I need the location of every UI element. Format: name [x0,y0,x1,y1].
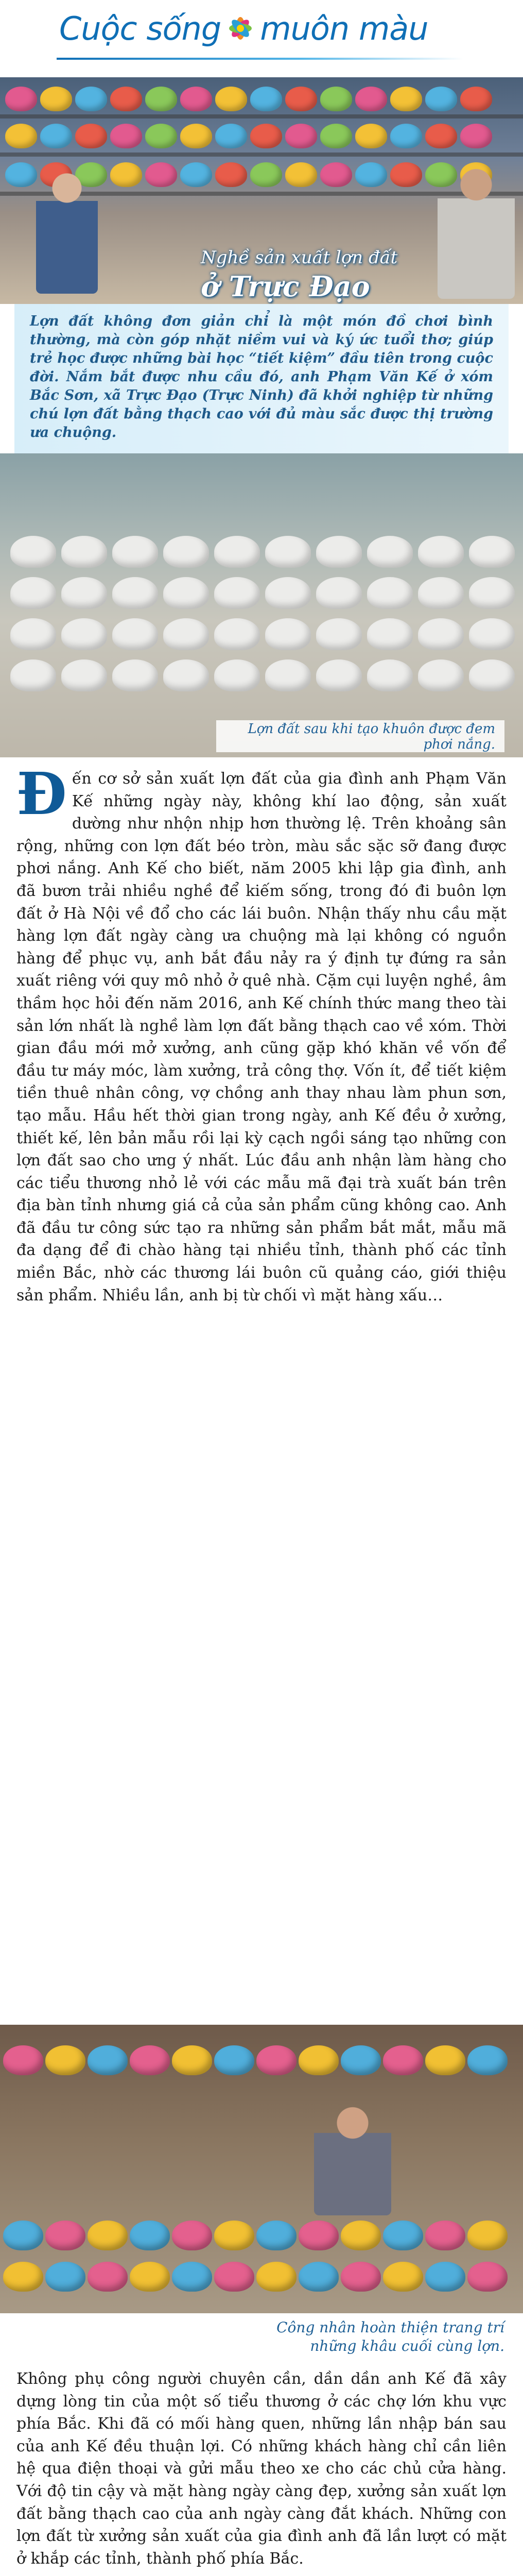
masthead [0,0,523,77]
lede-text: Lợn đất không đơn giản chỉ là một món đồ chơi bình thường, mà còn góp nhặt niềm vui và ký ức tuổi thơ; giúp trẻ học được những bài học “tiết kiệm” đầu tiên trong cuộc đời. Nắm bắt được nhu cầu đó, anh Phạm Văn Kế ở xóm Bắc Sơn, xã Trực Đạo (Trực Ninh) đã khởi nghiệp từ những chú lợn đất bằng thạch cao với đủ màu sắc được thị trường ưa chuộng. [30,313,493,440]
lede-box [14,304,509,453]
worker-figure [314,2097,391,2215]
hero-pig-row [0,87,523,117]
section-title-left: Cuộc sống [59,9,221,47]
photo-caption-2-text: Lợn đất sau khi tạo khuôn được đem phơi nắng. [248,721,495,752]
article-paragraph-1: Đến cơ sở sản xuất lợn đất của gia đình anh Phạm Văn Kế những ngày này, không khí lao động, sản xuất dường như nhộn nhịp hơn thường lệ. Trên khoảng sân rộng, những con lợn đất béo tròn, màu sắc sặc sỡ đang được phơi nắng. Anh Kế cho biết, năm 2005 khi lập gia đình, anh đã bươn trải nhiều nghề để kiếm sống, trong đó đi buôn lợn đất ở Hà Nội về đổ cho các lái buôn. Nhận thấy nhu cầu mặt hàng lợn đất ngày càng ưa chuộng mà lại không có nguồn hàng để phục vụ, anh bắt đầu nảy ra ý định tự đứng ra sản xuất riêng với quy mô nhỏ ở quê nhà. Cặm cụi luyện nghề, âm thầm học hỏi đến năm 2016, anh Kế chính thức mang theo tài sản lớn nhất là nghề làm lợn đất bằng thạch cao về xóm. Thời gian đầu mới mở xưởng, anh cũng gặp khó khăn về vốn để đầu tư máy móc, làm xưởng, trả công thợ. Vốn ít, để tiết kiệm tiền thuê nhân công, vợ chồng anh thay nhau làm phun sơn, tạo mẫu. Hầu hết thời gian trong ngày, anh Kế đều ở xưởng, thiết kế, lên bản mẫu rồi lại kỳ cạch ngồi sáng tạo những con lợn đất sao cho ưng ý nhất. Lúc đầu anh nhận làm hàng cho các tiểu thương nhỏ lẻ với các mẫu mã đại trà xuất bán trên địa bàn tỉnh nhưng giá cả của sản phẩm cũng không cao. Anh đã đầu tư công sức tạo ra những sản phẩm bắt mắt, mẫu mã đa dạng để đi chào hàng tại nhiều tỉnh, thành phố các tỉnh miền Bắc, nhờ các thương lái buôn cũ quảng cáo, giới thiệu sản phẩm. Nhiều lần, anh bị từ chối vì mặt hàng xấu… [16,760,507,1304]
photo-caption-3-line-2: những khâu cuối cùng lợn. [310,2337,504,2354]
hero-pig-row [0,124,523,155]
photo-caption-3-line-1: Công nhân hoàn thiện trang trí [276,2319,504,2336]
article-paragraph-2: Không phụ công người chuyên cần, dần dần anh Kế đã xây dựng lòng tin của một số tiểu thương ở các chợ lớn khu vực phía Bắc. Khi đã có mối hàng quen, những lần nhập bán sau của anh Kế đều thuận lợi. Có những khách hàng chỉ cần liên hệ qua điện thoại và gửi mẫu theo xe cho các chủ cửa hàng. Với độ tin cậy và mặt hàng ngày càng đẹp, xưởng sản xuất lợn đất bằng thạch cao của anh ngày càng đắt khách. Những con lợn đất từ xưởng sản xuất của gia đình anh đã lần lượt có mặt ở khắp các tỉnh, thành phố phía Bắc. [16,2370,507,2568]
masthead-rule [57,58,463,60]
photo-caption-3 [144,2318,504,2355]
section-title-right: muôn màu [260,9,428,47]
section-title [59,5,428,52]
hero-person-left [36,165,98,294]
workshop-photo [0,2025,523,2313]
headline-line-2: ở Trực Đạo [201,270,370,303]
flower-icon [224,12,257,45]
photo-caption-2 [216,720,504,752]
hero-photo [0,77,523,304]
drying-molds-photo [0,453,523,757]
article-headline [201,247,510,303]
headline-line-1: Nghề sản xuất lợn đất [201,247,398,268]
